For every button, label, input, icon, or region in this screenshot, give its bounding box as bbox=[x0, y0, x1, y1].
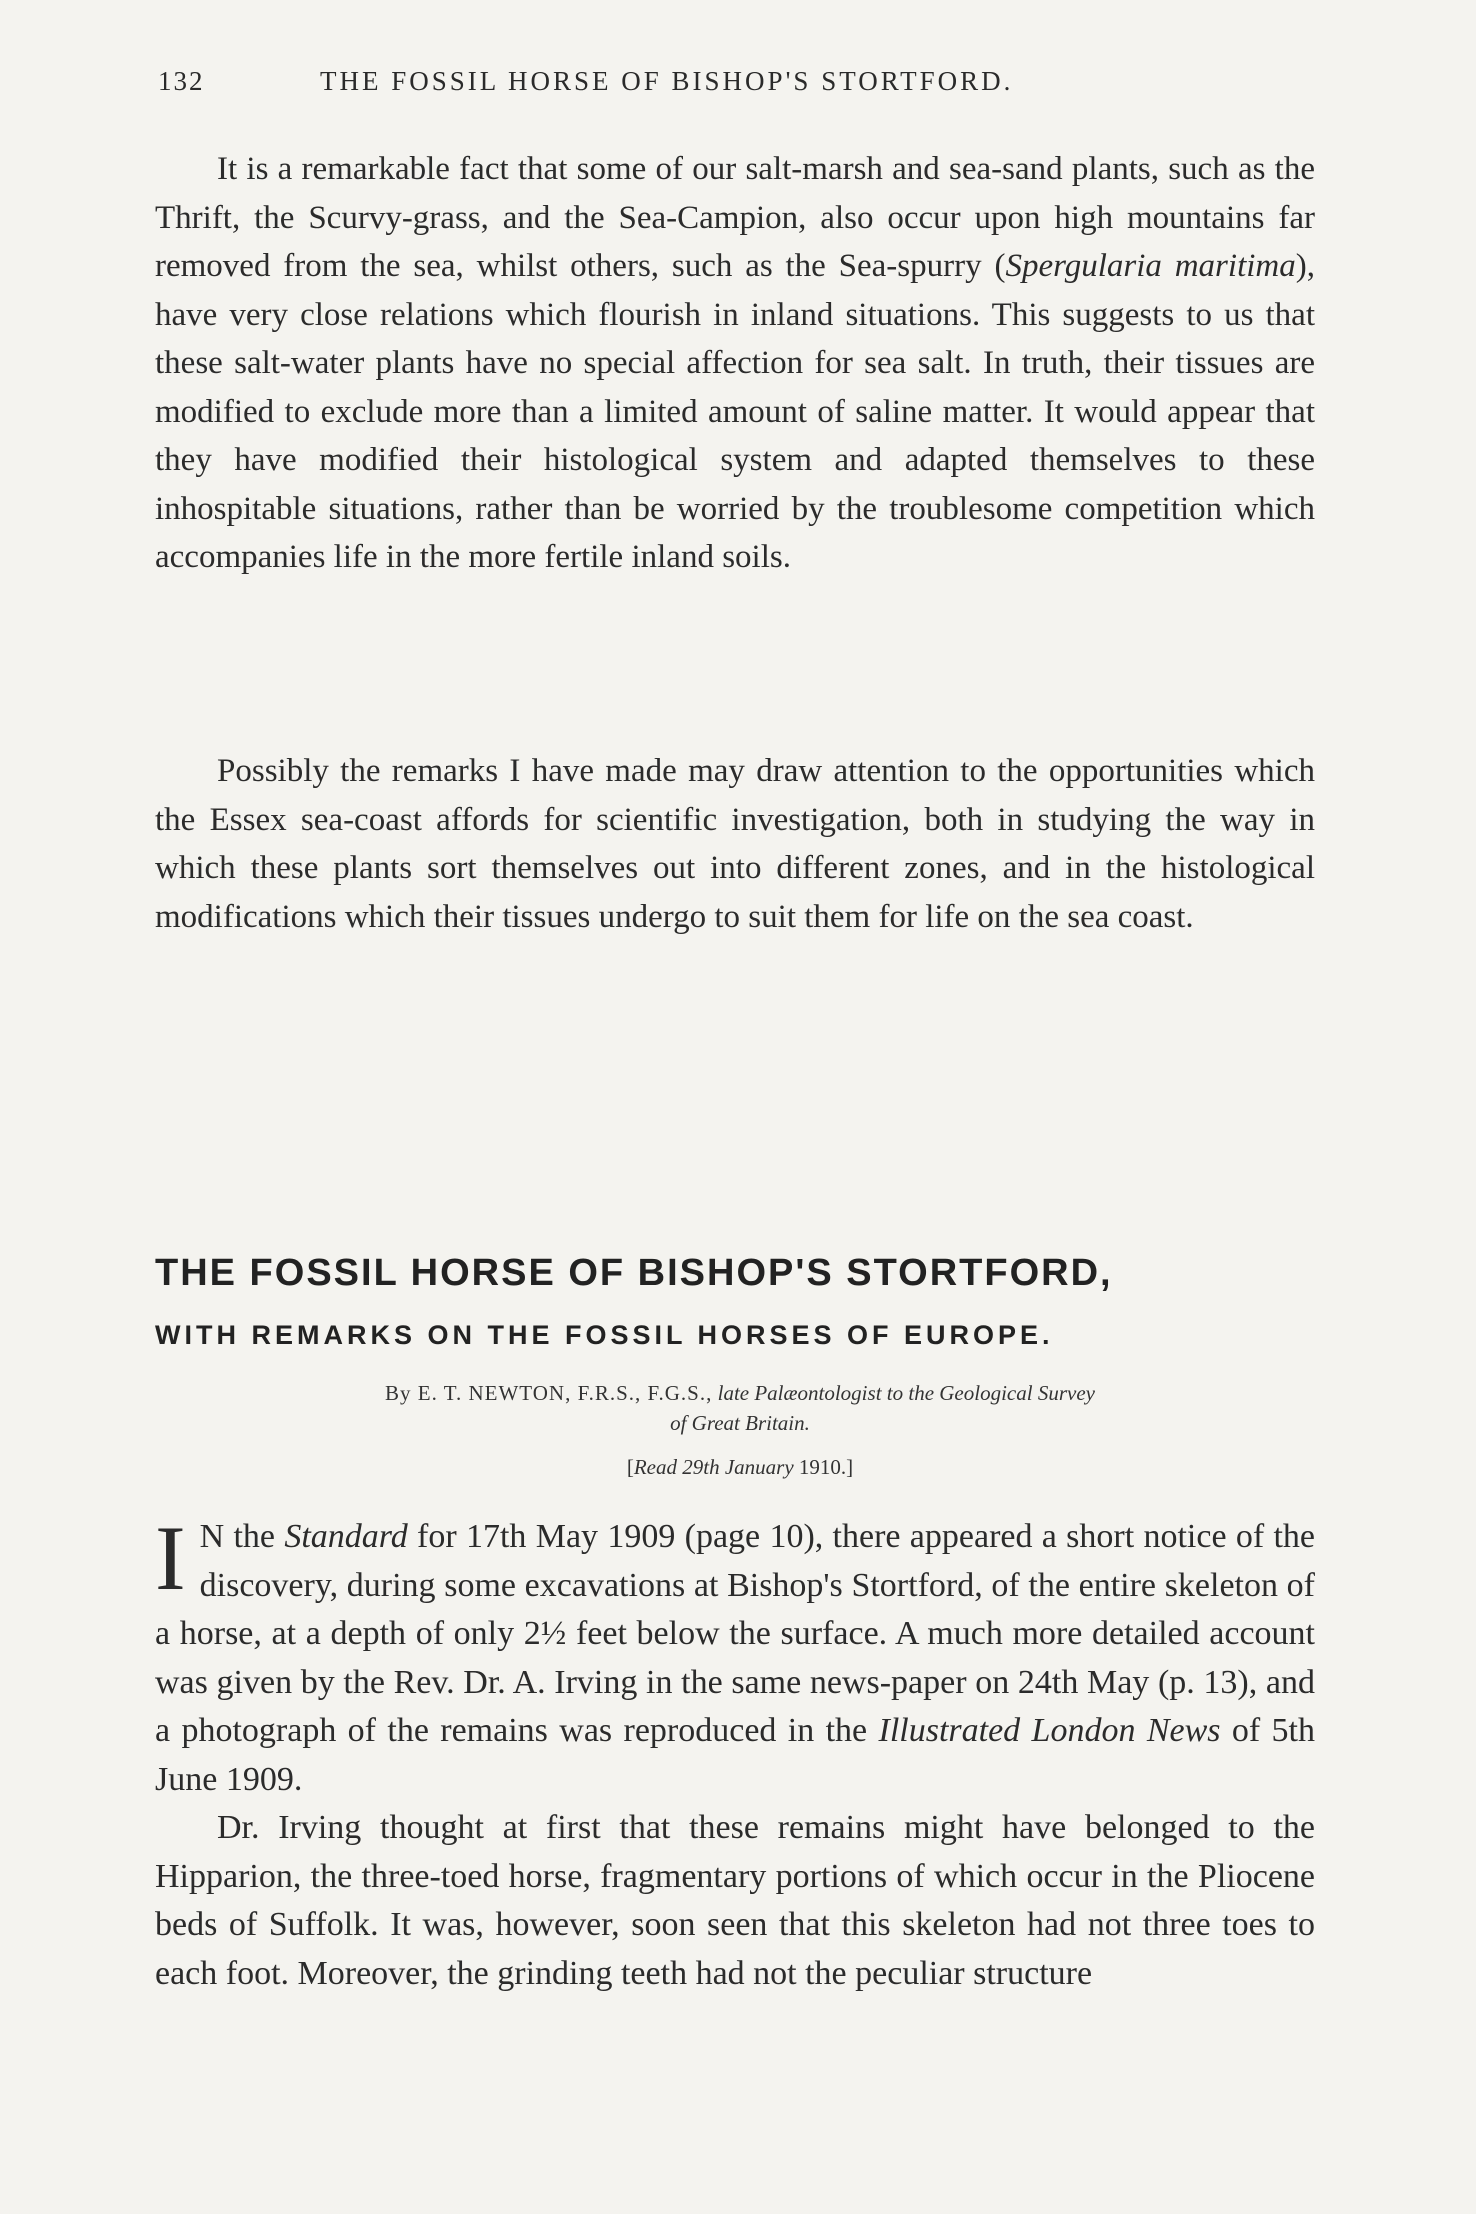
text-run: ), have very close relations which flourish in inland situations. This suggests to us that these salt-water plants have no special affection for sea salt. In truth, their tissues are modified to exclude more than a limited amount of saline matter. It would appear that they have modified their histological system and adapted themselves to these inhospitable situations, rather than be worried by the troublesome competition which accompanies life in the more fertile inland soils. bbox=[155, 248, 1315, 575]
read-date: Read 29th January bbox=[633, 1455, 794, 1479]
text-run: for 17th May 1909 (page 10), there appeared a short notice of the discovery, during some excavations at Bishop's Stortford, of the entire skeleton of a horse, at a depth of only 2½ feet below the surface. A much more detailed account was given by the Rev. Dr. A. Irving in the same news-paper on 24th May (p. 13), and a photograph of the remains was reproduced in the bbox=[155, 1518, 1315, 1749]
byline-author: By E. T. NEWTON, F.R.S., F.G.S., bbox=[385, 1381, 713, 1405]
paragraph: Possibly the remarks I have made may draw attention to the opportunities which the Essex sea-coast affords for scientific investigation, both in studying the way in which these plants sort themselves out into different zones, and in the histological modifications which their tissues undergo to suit them for life on the sea coast. bbox=[155, 753, 1315, 935]
previous-article-paragraph-1 bbox=[155, 145, 1315, 582]
drop-cap: I bbox=[155, 1507, 186, 1609]
read-date-note bbox=[160, 1455, 1320, 1480]
article-title: THE FOSSIL HORSE OF BISHOP'S STORTFORD, bbox=[155, 1252, 1113, 1294]
text-run: It is a remarkable fact that some of our salt-marsh and sea-sand plants, such as the Thrift, the Scurvy-grass, and the Sea-Campion, also occur upon high mountains far removed from the sea, whilst others, such as the Sea-spurry ( bbox=[155, 151, 1315, 284]
newspaper-title: Standard bbox=[284, 1518, 408, 1555]
article-paragraph-2: Dr. Irving thought at first that these remains might have belonged to the Hipparion, the three-toed horse, fragmentary portions of which occur in the Pliocene beds of Suffolk. It was, however, soon seen that this skeleton had not three toes to each foot. Moreover, the grinding teeth had not the peculiar structure bbox=[155, 1809, 1315, 1992]
text-run: N the bbox=[199, 1518, 285, 1555]
article-body bbox=[155, 1507, 1315, 1998]
byline-role: late Palæontologist to the Geological Survey bbox=[717, 1381, 1095, 1405]
read-year: 1910.] bbox=[793, 1455, 854, 1479]
previous-article-paragraph-2 bbox=[155, 747, 1315, 941]
byline-role-cont: of Great Britain. bbox=[670, 1411, 810, 1435]
article-subtitle: WITH REMARKS ON THE FOSSIL HORSES OF EUROPE. bbox=[155, 1320, 1054, 1350]
byline bbox=[160, 1378, 1320, 1438]
newspaper-title: Illustrated London News bbox=[878, 1712, 1221, 1749]
article-paragraph-1 bbox=[155, 1507, 1315, 1804]
page-number: 132 bbox=[158, 66, 205, 96]
bracket: [ bbox=[626, 1455, 634, 1479]
text-run: of 5th June 1909. bbox=[155, 1712, 1315, 1798]
species-name: Spergularia maritima bbox=[1005, 248, 1296, 284]
running-title: THE FOSSIL HORSE OF BISHOP'S STORTFORD. bbox=[320, 66, 1014, 96]
